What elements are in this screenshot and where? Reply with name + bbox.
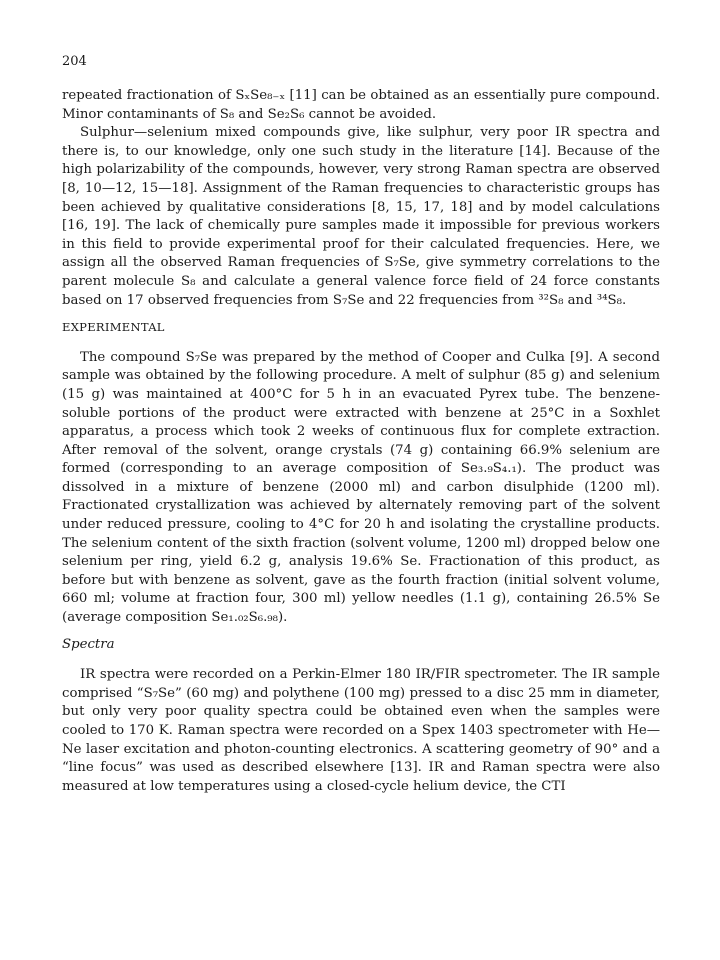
intro-paragraph: Sulphur—selenium mixed compounds give, like sulphur, very poor IR spectra and there is, to our knowledge, only one such study in the literature [14]. Because of the high polarizability of the compounds, however, very strong Raman spectra are observed [8, 10—12, 15—18]. Assignment of the Raman frequencies to characteristic groups has been achieved by qualitative considerations [8, 15, 17, 18] and by model calculations [16, 19]. The lack of chemically pure samples made it impossible for previous workers in this field to provide experimental proof for their calculated frequencies. Here, we assign all the observed Raman frequencies of S₇Se, give symmetry correlations to the parent molecule S₈ and calculate a general valence force field of 24 force constants based on 17 observed frequencies from S₇Se and 22 frequencies from ³²S₈ and ³⁴S₈.: [62, 125, 660, 308]
page-number: 204: [62, 54, 87, 69]
experimental-paragraph: The compound S₇Se was prepared by the method of Cooper and Culka [9]. A second sample was obtained by the following procedure. A melt of sulphur (85 g) and selenium (15 g) was maintained at 400°C for 5 h in an evacuated Pyrex tube. The benzene-soluble portions of the product were extracted with benzene at 25°C in a Soxhlet apparatus, a process which took 2 weeks of continuous flux for complete extraction. After removal of the solvent, orange crystals (74 g) containing 66.9% selenium are formed (corresponding to an average composition of Se₃.₉S₄.₁). The product was dissolved in a mixture of benzene (2000 ml) and carbon disulphide (1200 ml). Fractionated crystallization was achieved by alternately removing part of the solvent under reduced pressure, cooling to 4°C for 20 h and isolating the crystalline products. The selenium content of the sixth fraction (solvent volume, 1200 ml) dropped below one selenium per ring, yield 6.2 g, analysis 19.6% Se. Fractionation of this product, as before but with benzene as solvent, gave as the fourth fraction (initial solvent volume, 660 ml; volume at fraction four, 300 ml) yellow needles (1.1 g), containing 26.5% Se (average composition Se₁.₀₂S₆.₉₈).: [62, 349, 660, 626]
spectra-paragraph: IR spectra were recorded on a Perkin-Elmer 180 IR/FIR spectrometer. The IR sample comprised “S₇Se” (60 mg) and polythene (100 mg) pressed to a disc 25 mm in diameter, but only very poor quality spectra could be obtained even when the samples were cooled to 170 K. Raman spectra were recorded on a Spex 1403 spectrometer with He—Ne laser excitation and photon-counting electronics. A scattering geometry of 90° and a “line focus” was used as described elsewhere [13]. IR and Raman spectra were also measured at low temperatures using a closed-cycle helium device, the CTI: [62, 667, 660, 794]
section-heading-experimental: EXPERIMENTAL: [62, 320, 165, 335]
intro-paragraph-continued: repeated fractionation of SₓSe₈₋ₓ [11] can be obtained as an essentially pure compound. Minor contaminants of S₈ and Se₂S₆ cannot be avoided.: [62, 88, 660, 122]
article-body: [62, 87, 660, 796]
subsection-heading-spectra: Spectra: [62, 636, 115, 652]
